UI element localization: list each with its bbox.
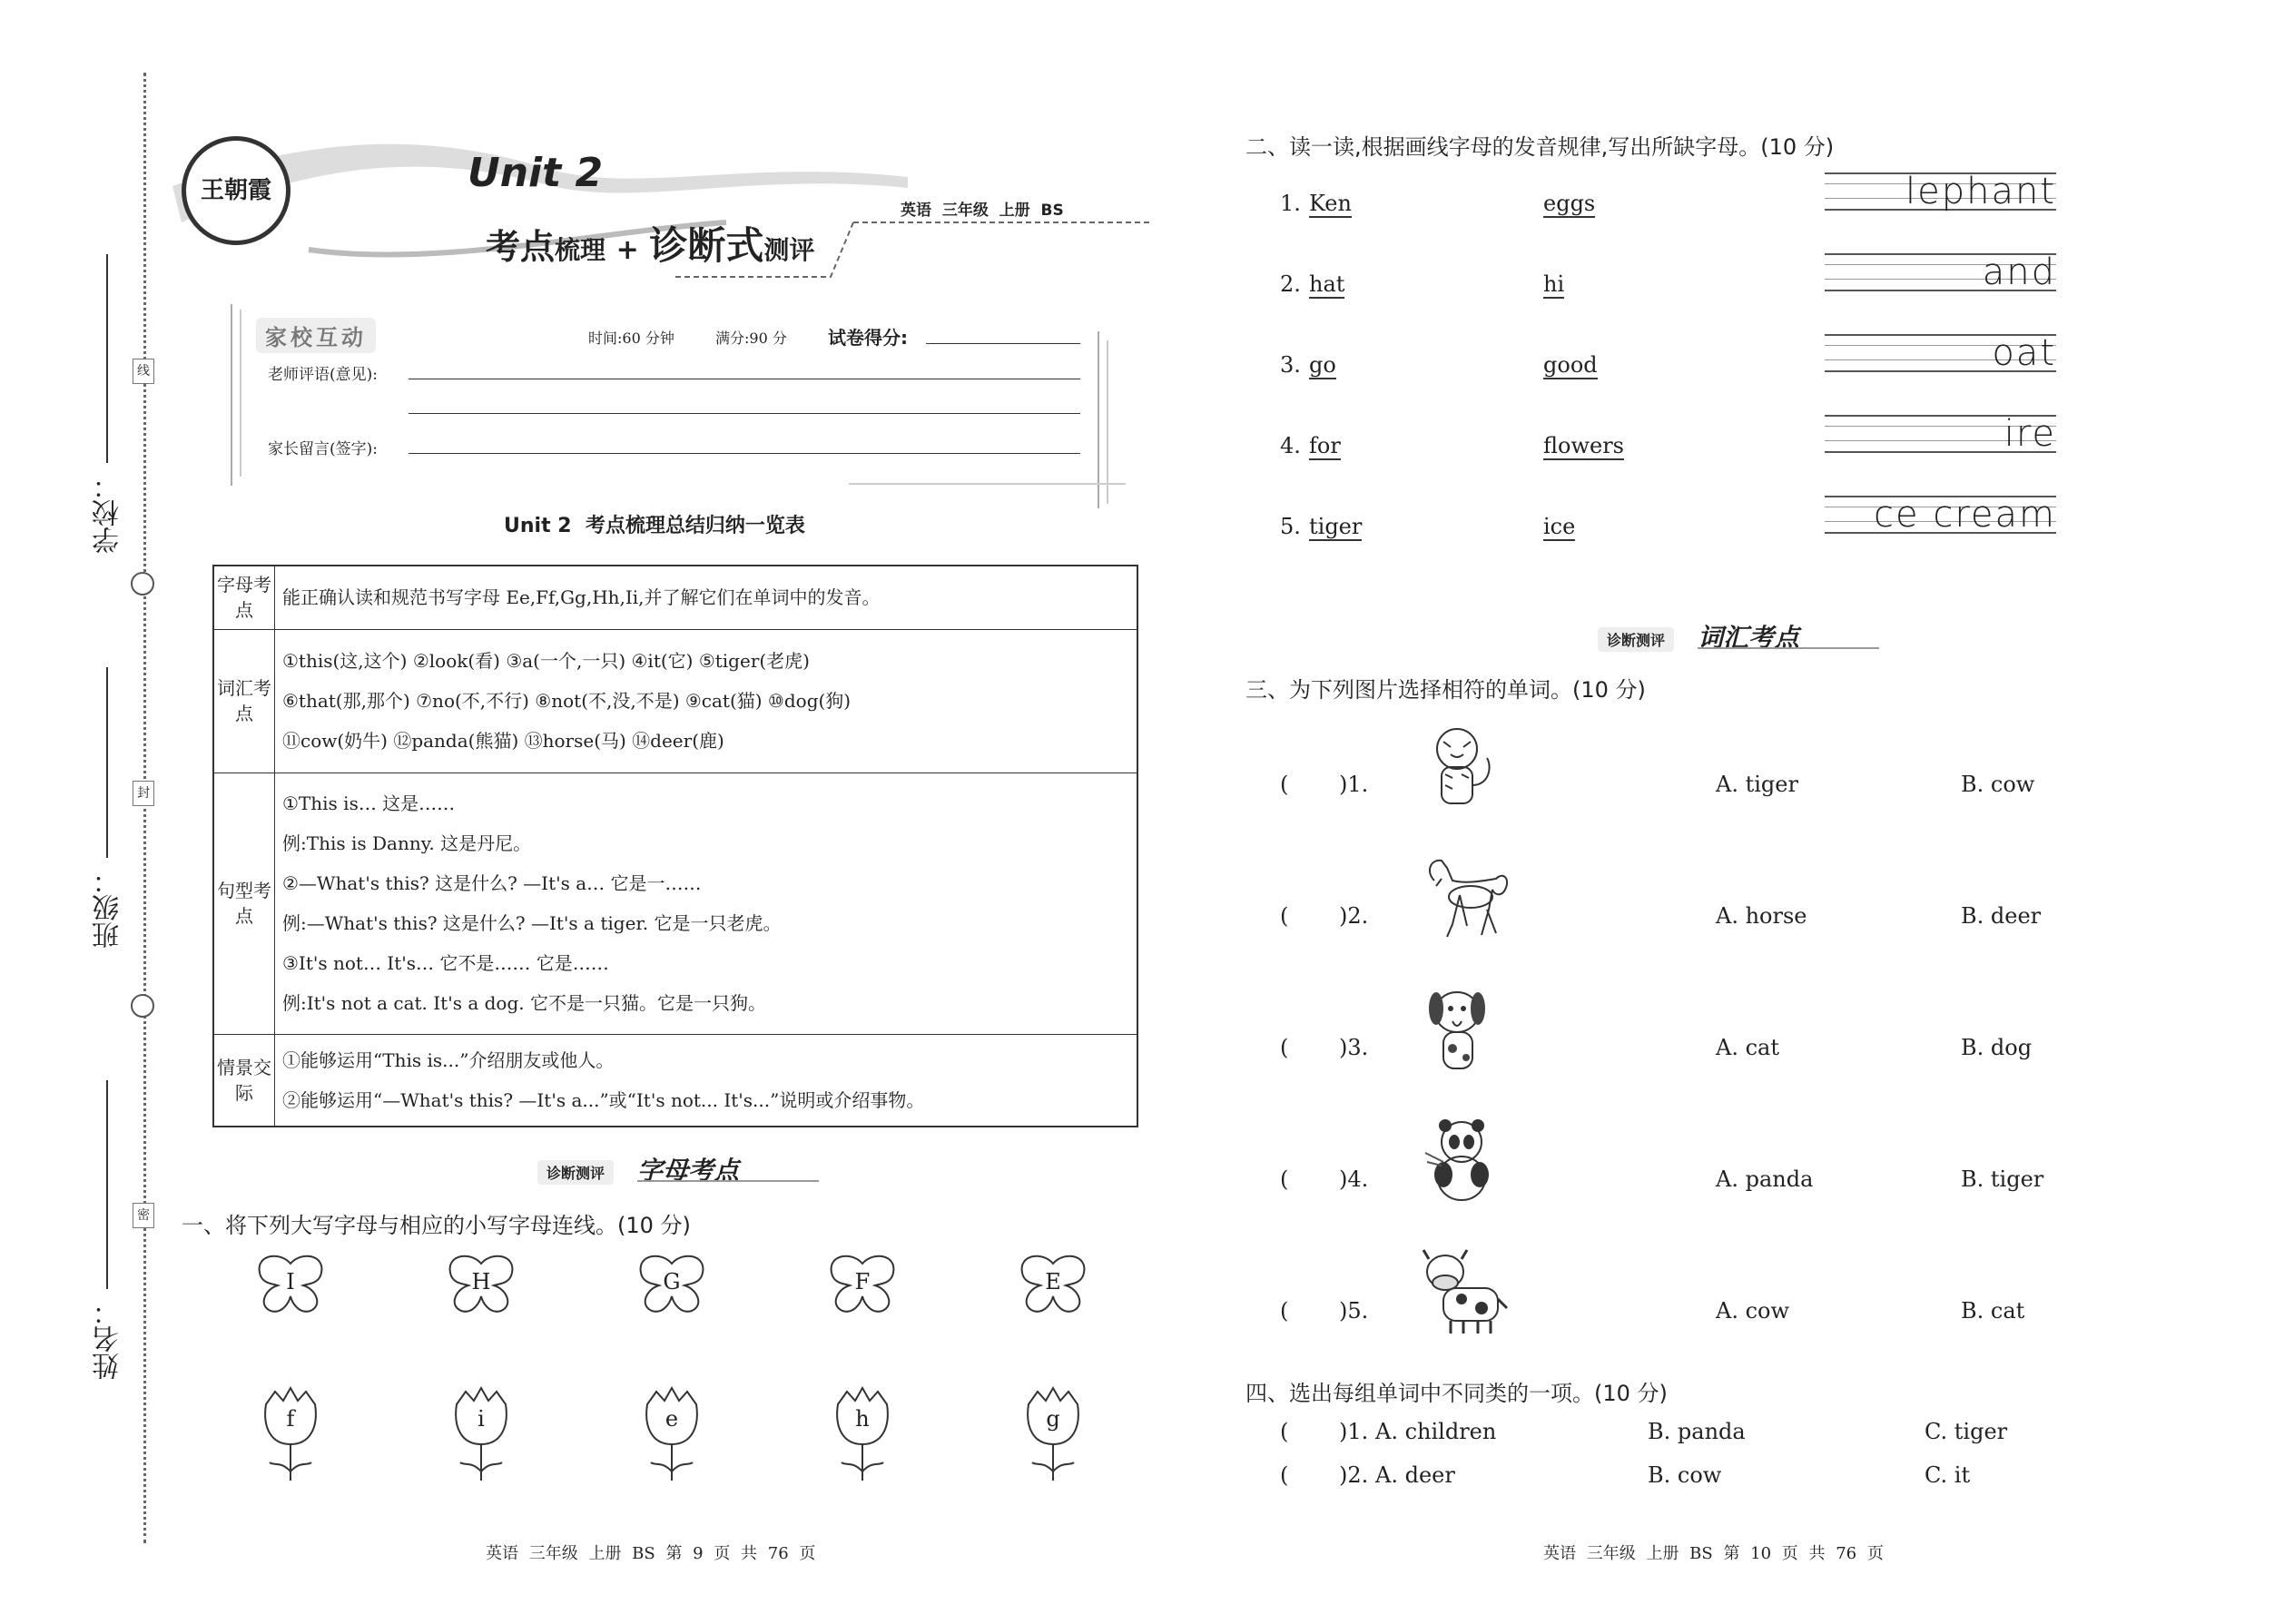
q3-item-number: )5. [1339, 1298, 1369, 1324]
seal-char: 线 [133, 359, 154, 384]
q3-item-number: )3. [1339, 1035, 1369, 1060]
q2-answer-field[interactable]: ce cream [1874, 494, 2056, 536]
upper-letter: F [854, 1269, 871, 1294]
summary-title: Unit 2 考点梳理总结归纳一览表 [504, 515, 805, 537]
q2-answer-field[interactable]: lephant [1905, 171, 2056, 212]
row-line: ②能够运用“—What's this? —It's a...”或“It's not... It's...”说明或介绍事物。 [282, 1088, 925, 1111]
score-field[interactable] [926, 343, 1080, 344]
time-info: 时间:60 分钟 [588, 330, 674, 347]
q2-row-number: 5. [1280, 514, 1301, 539]
q4-item-number: )1. [1339, 1419, 1369, 1444]
seal-char: 密 [133, 1203, 154, 1228]
row-line: ①This is… 这是…… [282, 792, 456, 814]
option-b[interactable]: B. tiger [1961, 1166, 2044, 1192]
class-label: 班级： [93, 867, 124, 949]
answer-bracket[interactable]: ( [1280, 1035, 1289, 1060]
row-line: ⑪cow(奶牛) ⑫panda(熊猫) ⑬horse(马) ⑭deer(鹿) [282, 730, 724, 752]
answer-bracket[interactable]: ( [1280, 1298, 1289, 1324]
upper-letter: I [286, 1269, 295, 1294]
option-b[interactable]: B. dog [1961, 1035, 2033, 1060]
q2-row-number: 2. [1280, 271, 1301, 297]
q2-word-2: hi [1543, 271, 1565, 297]
row-line: ③It's not… It's… 它不是…… 它是…… [282, 952, 609, 974]
row-line: ①this(这,这个) ②look(看) ③a(一个,一只) ④it(它) ⑤tiger(老虎) [282, 650, 810, 672]
q2-word-1: Ken [1309, 191, 1352, 216]
lower-letter: e [665, 1406, 679, 1432]
q2-answer-field[interactable]: oat [1992, 332, 2056, 374]
option-c[interactable]: C. it [1925, 1462, 1971, 1488]
q3-item-number: )4. [1339, 1166, 1369, 1192]
q2-answer-field[interactable]: ire [2004, 413, 2056, 455]
answer-bracket[interactable]: ( [1280, 1419, 1289, 1444]
lower-letter: h [855, 1406, 870, 1432]
question-1-title: 一、将下列大写字母与相应的小写字母连线。(10 分) [182, 1213, 691, 1238]
teacher-comment-field[interactable] [409, 413, 1080, 414]
option-b[interactable]: B. cow [1961, 772, 2035, 797]
q2-word-2: flowers [1543, 433, 1624, 458]
row-line: 例:It's not a cat. It's a dog. 它不是一只猫。它是一只狗。 [282, 992, 766, 1014]
option-a[interactable]: A. horse [1716, 903, 1807, 929]
seal-char: 封 [133, 781, 154, 806]
tulip-icon [449, 1384, 513, 1484]
row-label: 情景交际 [213, 1034, 275, 1127]
butterfly-upper-letter[interactable] [1015, 1253, 1091, 1316]
score-label: 试卷得分: [828, 327, 908, 349]
q2-word-2: good [1543, 352, 1598, 378]
option-c[interactable]: C. tiger [1925, 1419, 2008, 1444]
dog-icon [1416, 980, 1516, 1080]
panda-icon [1416, 1112, 1516, 1212]
q2-word-2: ice [1543, 514, 1576, 539]
row-line: 例:—What's this? 这是什么? —It's a tiger. 它是一只老虎。 [282, 912, 782, 934]
row-label: 句型考点 [213, 773, 275, 1034]
brand-logo: 王朝霞 [182, 136, 290, 245]
school-field[interactable] [106, 254, 108, 463]
header-subtitle: 考点梳理 + 诊断式测评 [486, 223, 815, 268]
question-3-title: 三、为下列图片选择相符的单词。(10 分) [1245, 677, 1646, 703]
tulip-lower-letter[interactable] [259, 1384, 322, 1484]
option-a[interactable]: A. cat [1716, 1035, 1779, 1060]
tulip-icon [831, 1384, 894, 1484]
option-b[interactable]: B. cat [1961, 1298, 2025, 1324]
answer-bracket[interactable]: ( [1280, 903, 1289, 929]
unit-title: Unit 2 [468, 150, 604, 196]
home-school-badge: 家校互动 [256, 318, 376, 353]
lower-letter: f [286, 1406, 295, 1432]
summary-table [212, 565, 1138, 1127]
class-field[interactable] [106, 667, 108, 858]
row-line: 能正确认读和规范书写字母 Ee,Ff,Gg,Hh,Ii,并了解它们在单词中的发音。 [282, 586, 881, 609]
option-b[interactable]: B. panda [1648, 1419, 1746, 1444]
tiger-icon [1416, 717, 1516, 817]
table-row [213, 1034, 1137, 1127]
option-a[interactable]: A. cow [1716, 1298, 1790, 1324]
tulip-icon [640, 1384, 704, 1484]
butterfly-upper-letter[interactable] [252, 1253, 329, 1316]
school-label: 学校： [93, 472, 124, 554]
q2-row-number: 3. [1280, 352, 1301, 378]
footer-left: 英语 三年级 上册 BS 第 9 页 共 76 页 [486, 1544, 816, 1563]
lower-letter: g [1046, 1406, 1060, 1432]
butterfly-upper-letter[interactable] [634, 1253, 710, 1316]
tulip-icon [259, 1384, 322, 1484]
question-2-title: 二、读一读,根据画线字母的发音规律,写出所缺字母。(10 分) [1245, 134, 1835, 160]
table-row [213, 566, 1137, 629]
tulip-icon [1021, 1384, 1085, 1484]
answer-bracket[interactable]: ( [1280, 1166, 1289, 1192]
parent-comment-label: 家长留言(签字): [268, 440, 378, 458]
q2-row-number: 4. [1280, 433, 1301, 458]
q3-item-number: )1. [1339, 772, 1369, 797]
option-a[interactable]: A. tiger [1716, 772, 1798, 797]
row-line: ⑥that(那,那个) ⑦no(不,不行) ⑧not(不,没,不是) ⑨cat(猫) ⑩dog(狗) [282, 690, 852, 712]
option-a[interactable]: A. panda [1716, 1166, 1814, 1192]
tulip-lower-letter[interactable] [640, 1384, 704, 1484]
binding-hole-icon [131, 572, 154, 595]
option-b[interactable]: B. deer [1961, 903, 2042, 929]
upper-letter: H [471, 1269, 491, 1294]
q4-item-number: )2. [1339, 1462, 1369, 1488]
q3-item-number: )2. [1339, 903, 1369, 929]
letters-section-badge: 诊断测评 字母考点 [537, 1155, 828, 1186]
teacher-comment-label: 老师评语(意见): [268, 366, 378, 384]
butterfly-upper-letter[interactable] [824, 1253, 901, 1316]
question-4-title: 四、选出每组单词中不同类的一项。(10 分) [1245, 1381, 1668, 1406]
row-label: 字母考点 [213, 566, 275, 629]
table-row [213, 773, 1137, 1034]
binding-dotted-line [143, 73, 146, 1543]
footer-right: 英语 三年级 上册 BS 第 10 页 共 76 页 [1543, 1544, 1884, 1563]
lower-letter: i [478, 1406, 485, 1432]
full-score-info: 满分:90 分 [715, 330, 787, 347]
name-field[interactable] [106, 1080, 108, 1289]
tulip-lower-letter[interactable] [831, 1384, 894, 1484]
row-line: ①能够运用“This is...”介绍朋友或他人。 [282, 1048, 615, 1071]
option-a[interactable]: A. deer [1375, 1462, 1455, 1488]
upper-letter: G [663, 1269, 681, 1294]
row-label: 词汇考点 [213, 629, 275, 773]
q2-word-1: hat [1309, 271, 1345, 297]
cow-icon [1416, 1244, 1516, 1343]
answer-bracket[interactable]: ( [1280, 772, 1289, 797]
table-row [213, 629, 1137, 773]
grade-tag: 英语 三年级 上册 BS [901, 202, 1064, 220]
answer-bracket[interactable]: ( [1280, 1462, 1289, 1488]
option-a[interactable]: A. children [1375, 1419, 1497, 1444]
q2-word-1: tiger [1309, 514, 1363, 539]
option-b[interactable]: B. cow [1648, 1462, 1722, 1488]
vocab-section-badge: 诊断测评 词汇考点 [1598, 622, 1897, 653]
q2-word-1: for [1309, 433, 1341, 458]
butterfly-upper-letter[interactable] [443, 1253, 519, 1316]
horse-icon [1416, 849, 1516, 949]
q2-row-number: 1. [1280, 191, 1301, 216]
q2-word-2: eggs [1543, 191, 1596, 216]
row-line: 例:This is Danny. 这是丹尼。 [282, 832, 532, 854]
binding-hole-icon [131, 994, 154, 1018]
q2-answer-field[interactable]: and [1982, 251, 2056, 293]
tulip-lower-letter[interactable] [1021, 1384, 1085, 1484]
parent-comment-field[interactable] [409, 453, 1080, 454]
upper-letter: E [1045, 1269, 1061, 1294]
row-line: ②—What's this? 这是什么? —It's a… 它是一…… [282, 872, 702, 894]
tulip-lower-letter[interactable] [449, 1384, 513, 1484]
q2-word-1: go [1309, 352, 1336, 378]
name-label: 姓名： [93, 1298, 124, 1380]
